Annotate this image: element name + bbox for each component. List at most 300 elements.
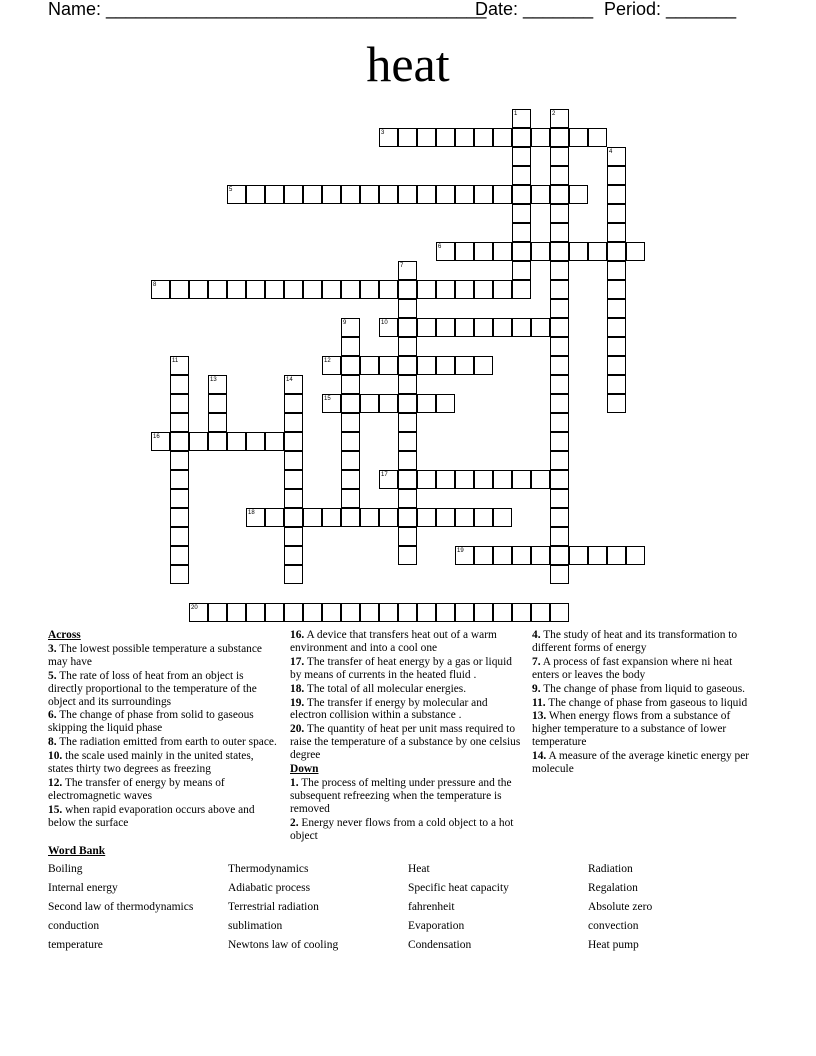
clue-across-3: 3. The lowest possible temperature a substance may have	[48, 642, 262, 668]
crossword-cell[interactable]	[379, 185, 398, 204]
crossword-cell[interactable]	[398, 337, 417, 356]
crossword-cell[interactable]	[588, 128, 607, 147]
crossword-cell[interactable]	[170, 413, 189, 432]
crossword-cell[interactable]	[208, 375, 227, 394]
crossword-cell[interactable]	[284, 375, 303, 394]
crossword-cell[interactable]	[436, 242, 455, 261]
crossword-cell[interactable]	[493, 470, 512, 489]
clue-number-1: 1	[514, 111, 518, 117]
crossword-cell[interactable]	[417, 394, 436, 413]
clue-down-14: 14. A measure of the average kinetic energy per molecule	[532, 750, 750, 776]
crossword-cell[interactable]	[398, 413, 417, 432]
crossword-cell[interactable]	[512, 318, 531, 337]
crossword-cell[interactable]	[455, 470, 474, 489]
crossword-cell[interactable]	[474, 318, 493, 337]
crossword-cell[interactable]	[341, 451, 360, 470]
crossword-cell[interactable]	[455, 128, 474, 147]
clue-across-17: 17. The transfer of heat energy by a gas or liquid by means of currents in the heated fluid .	[290, 655, 512, 681]
crossword-cell[interactable]	[265, 603, 284, 622]
crossword-cell[interactable]	[436, 603, 455, 622]
crossword-cell[interactable]	[455, 508, 474, 527]
crossword-cell[interactable]	[341, 375, 360, 394]
clue-number-8: 8	[153, 282, 157, 288]
clue-number-16: 16	[153, 434, 160, 440]
crossword-cell[interactable]	[417, 185, 436, 204]
crossword-cell[interactable]	[170, 527, 189, 546]
crossword-cell[interactable]	[341, 337, 360, 356]
crossword-cell[interactable]	[322, 394, 341, 413]
word-bank-heading: Word Bank	[48, 845, 106, 857]
crossword-cell[interactable]	[607, 147, 626, 166]
crossword-cell[interactable]	[398, 432, 417, 451]
clue-number-5: 5	[229, 187, 233, 193]
crossword-cell[interactable]	[322, 280, 341, 299]
crossword-cell[interactable]	[170, 394, 189, 413]
crossword-cell[interactable]	[360, 394, 379, 413]
crossword-cell[interactable]	[360, 356, 379, 375]
across-heading: Across	[48, 629, 81, 641]
crossword-cell[interactable]	[550, 508, 569, 527]
crossword-cell[interactable]	[474, 356, 493, 375]
word-bank-item: Evaporation	[408, 919, 465, 932]
word-bank-item: Terrestrial radiation	[228, 900, 319, 913]
crossword-cell[interactable]	[531, 185, 550, 204]
crossword-cell[interactable]	[455, 356, 474, 375]
crossword-cell[interactable]	[607, 223, 626, 242]
clue-number-4: 4	[609, 149, 613, 155]
crossword-cell[interactable]	[550, 546, 569, 565]
crossword-cell[interactable]	[208, 413, 227, 432]
crossword-cell[interactable]	[398, 261, 417, 280]
puzzle-title: heat	[366, 36, 450, 92]
crossword-cell[interactable]	[512, 261, 531, 280]
crossword-cell[interactable]	[398, 375, 417, 394]
crossword-cell[interactable]	[550, 223, 569, 242]
clue-across-6: 6. The change of phase from solid to gaseous skipping the liquid phase	[48, 709, 254, 735]
word-bank-item: temperature	[48, 938, 103, 951]
crossword-cell[interactable]	[512, 546, 531, 565]
word-bank-item: sublimation	[228, 919, 283, 932]
crossword-cell[interactable]	[474, 185, 493, 204]
crossword-cell[interactable]	[550, 565, 569, 584]
crossword-cell[interactable]	[436, 470, 455, 489]
crossword-cell[interactable]	[531, 242, 550, 261]
crossword-cell[interactable]	[550, 489, 569, 508]
crossword-cell[interactable]	[493, 242, 512, 261]
clue-across-10: 10. the scale used mainly in the united states, states thirty two degrees as freezing	[48, 750, 254, 776]
crossword-cell[interactable]	[607, 318, 626, 337]
crossword-cell[interactable]	[379, 356, 398, 375]
crossword-cell[interactable]	[398, 546, 417, 565]
crossword-cell[interactable]	[550, 242, 569, 261]
crossword-cell[interactable]	[512, 128, 531, 147]
clue-number-11: 11	[172, 358, 179, 364]
crossword-cell[interactable]	[341, 280, 360, 299]
crossword-cell[interactable]	[284, 185, 303, 204]
crossword-cell[interactable]	[341, 489, 360, 508]
clue-across-18: 18. The total of all molecular energies.	[290, 682, 467, 695]
crossword-cell[interactable]	[322, 185, 341, 204]
clue-number-3: 3	[381, 130, 385, 136]
crossword-cell[interactable]	[493, 280, 512, 299]
crossword-cell[interactable]	[550, 299, 569, 318]
crossword-cell[interactable]	[474, 128, 493, 147]
crossword-cell[interactable]	[550, 128, 569, 147]
crossword-cell[interactable]	[398, 451, 417, 470]
crossword-cell[interactable]	[379, 470, 398, 489]
crossword-cell[interactable]	[531, 603, 550, 622]
crossword-cell[interactable]	[550, 337, 569, 356]
clue-across-5: 5. The rate of loss of heat from an object is directly proportional to the temperature of the object and its surroundings	[48, 669, 257, 708]
crossword-cell[interactable]	[512, 109, 531, 128]
clues-col-2	[290, 629, 524, 844]
crossword-cell[interactable]	[246, 432, 265, 451]
name-field[interactable]: Name: ______________________________________	[48, 0, 487, 19]
crossword-cell[interactable]	[398, 299, 417, 318]
crossword-cell[interactable]	[379, 280, 398, 299]
word-bank-item: Heat pump	[588, 938, 639, 951]
crossword-cell[interactable]	[436, 185, 455, 204]
crossword-cell[interactable]	[455, 185, 474, 204]
crossword-cell[interactable]	[208, 280, 227, 299]
crossword-cell[interactable]	[284, 394, 303, 413]
clue-number-2: 2	[552, 111, 556, 117]
crossword-cell[interactable]	[398, 470, 417, 489]
crossword-cell[interactable]	[607, 356, 626, 375]
crossword-cell[interactable]	[550, 413, 569, 432]
crossword-cell[interactable]	[284, 432, 303, 451]
crossword-cell[interactable]	[170, 470, 189, 489]
crossword-cell[interactable]	[531, 470, 550, 489]
crossword-cell[interactable]	[607, 280, 626, 299]
crossword-cell[interactable]	[569, 242, 588, 261]
crossword-cell[interactable]	[341, 394, 360, 413]
clue-across-12: 12. The transfer of energy by means of electromagnetic waves	[48, 776, 225, 802]
crossword-cell[interactable]	[170, 489, 189, 508]
crossword-cell[interactable]	[474, 603, 493, 622]
crossword-cell[interactable]	[436, 318, 455, 337]
crossword-cell[interactable]	[512, 166, 531, 185]
clues-col-3	[532, 629, 754, 777]
crossword-cell[interactable]	[341, 508, 360, 527]
crossword-cell[interactable]	[417, 508, 436, 527]
crossword-cell[interactable]	[588, 242, 607, 261]
crossword-cell[interactable]	[360, 603, 379, 622]
clue-down-4: 4. The study of heat and its transformation to different forms of energy	[532, 629, 738, 654]
crossword-cell[interactable]	[151, 280, 170, 299]
crossword-cell[interactable]	[607, 242, 626, 261]
crossword-cell[interactable]	[208, 394, 227, 413]
crossword-cell[interactable]	[436, 280, 455, 299]
crossword-cell[interactable]	[284, 603, 303, 622]
clue-down-11: 11. The change of phase from gaseous to liquid	[532, 696, 748, 709]
crossword-cell[interactable]	[398, 185, 417, 204]
clue-number-20: 20	[191, 605, 198, 611]
crossword-cell[interactable]	[607, 394, 626, 413]
crossword-cell[interactable]	[550, 109, 569, 128]
crossword-cell[interactable]	[208, 432, 227, 451]
crossword-cell[interactable]	[474, 508, 493, 527]
clue-number-10: 10	[381, 320, 388, 326]
crossword-cell[interactable]	[550, 375, 569, 394]
clue-number-14: 14	[286, 377, 293, 383]
crossword-cell[interactable]	[550, 603, 569, 622]
crossword-cell[interactable]	[550, 204, 569, 223]
crossword-cell[interactable]	[170, 451, 189, 470]
crossword-cell[interactable]	[550, 280, 569, 299]
crossword-cell[interactable]	[284, 565, 303, 584]
crossword-cell[interactable]	[360, 280, 379, 299]
crossword-cell[interactable]	[284, 451, 303, 470]
crossword-cell[interactable]	[208, 603, 227, 622]
crossword-cell[interactable]	[512, 185, 531, 204]
clue-down-2: 2. Energy never flows from a cold object to a hot object	[290, 816, 514, 842]
crossword-cell[interactable]	[417, 128, 436, 147]
crossword-cell[interactable]	[284, 470, 303, 489]
word-bank-item: Absolute zero	[588, 900, 653, 913]
crossword-cell[interactable]	[512, 603, 531, 622]
date-field[interactable]: Date: _______	[475, 0, 594, 19]
crossword-cell[interactable]	[607, 166, 626, 185]
crossword-cell[interactable]	[550, 356, 569, 375]
crossword-cell[interactable]	[607, 204, 626, 223]
crossword-cell[interactable]	[265, 185, 284, 204]
crossword-cell[interactable]	[455, 546, 474, 565]
crossword-cell[interactable]	[170, 508, 189, 527]
crossword-cell[interactable]	[398, 356, 417, 375]
crossword-cell[interactable]	[170, 432, 189, 451]
crossword-cell[interactable]	[512, 470, 531, 489]
crossword-cell[interactable]	[379, 318, 398, 337]
crossword-cell[interactable]	[189, 432, 208, 451]
clue-across-16: 16. A device that transfers heat out of a warm environment and into a cool one	[290, 629, 497, 654]
clue-across-19: 19. The transfer if energy by molecular and electron collision within a substance .	[290, 696, 488, 722]
crossword-cell[interactable]	[455, 318, 474, 337]
crossword-cell[interactable]	[227, 432, 246, 451]
word-bank-item: Specific heat capacity	[408, 881, 509, 894]
crossword-cell[interactable]	[246, 603, 265, 622]
clues-col-1	[48, 629, 280, 831]
crossword-cell[interactable]	[322, 356, 341, 375]
crossword-cell[interactable]	[246, 280, 265, 299]
crossword-cell[interactable]	[170, 356, 189, 375]
clue-number-9: 9	[343, 320, 347, 326]
crossword-cell[interactable]	[626, 242, 645, 261]
crossword-cell[interactable]	[588, 546, 607, 565]
crossword-cell[interactable]	[607, 337, 626, 356]
crossword-cell[interactable]	[512, 280, 531, 299]
crossword-cell[interactable]	[398, 394, 417, 413]
crossword-cell[interactable]	[341, 603, 360, 622]
word-bank-item: Internal energy	[48, 881, 118, 894]
crossword-cell[interactable]	[170, 375, 189, 394]
word-bank	[48, 863, 808, 957]
crossword-cell[interactable]	[341, 470, 360, 489]
crossword-cell[interactable]	[607, 299, 626, 318]
clue-number-6: 6	[438, 244, 442, 250]
crossword-cell[interactable]	[512, 204, 531, 223]
clue-across-8: 8. The radiation emitted from earth to outer space.	[48, 736, 277, 749]
crossword-cell[interactable]	[227, 280, 246, 299]
crossword-cell[interactable]	[227, 603, 246, 622]
clue-down-7: 7. A process of fast expansion where ni heat enters or leaves the body	[532, 655, 733, 681]
crossword-cell[interactable]	[550, 147, 569, 166]
crossword-cell[interactable]	[493, 185, 512, 204]
crossword-cell[interactable]	[398, 527, 417, 546]
crossword-cell[interactable]	[341, 432, 360, 451]
down-heading: Down	[290, 763, 319, 776]
crossword-cell[interactable]	[474, 546, 493, 565]
crossword-cell[interactable]	[436, 394, 455, 413]
crossword-cell[interactable]	[550, 432, 569, 451]
crossword-cell[interactable]	[550, 394, 569, 413]
crossword-cell[interactable]	[607, 261, 626, 280]
crossword-cell[interactable]	[436, 356, 455, 375]
word-bank-item: Condensation	[408, 938, 472, 951]
crossword-cell[interactable]	[455, 242, 474, 261]
crossword-cell[interactable]	[569, 185, 588, 204]
crossword-cell[interactable]	[569, 546, 588, 565]
clue-down-13: 13. When energy flows from a substance of higher temperature to a substance of lower temperature	[532, 710, 731, 749]
crossword-cell[interactable]	[379, 128, 398, 147]
crossword-cell[interactable]	[303, 508, 322, 527]
crossword-cell[interactable]	[303, 603, 322, 622]
crossword-cell[interactable]	[455, 280, 474, 299]
crossword-cell[interactable]	[379, 508, 398, 527]
crossword-cell[interactable]	[569, 128, 588, 147]
crossword-cell[interactable]	[493, 546, 512, 565]
clue-number-18: 18	[248, 510, 255, 516]
crossword-cell[interactable]	[550, 261, 569, 280]
word-bank-item: Regalation	[588, 881, 638, 894]
crossword-cell[interactable]	[417, 280, 436, 299]
crossword-cell[interactable]	[493, 128, 512, 147]
clue-number-15: 15	[324, 396, 331, 402]
crossword-cell[interactable]	[284, 280, 303, 299]
crossword-cell[interactable]	[550, 527, 569, 546]
crossword-cell[interactable]	[322, 508, 341, 527]
crossword-cell[interactable]	[607, 375, 626, 394]
clue-number-17: 17	[381, 472, 388, 478]
crossword-cell[interactable]	[398, 508, 417, 527]
crossword-cell[interactable]	[341, 413, 360, 432]
word-bank-item: Second law of thermodynamics	[48, 900, 194, 913]
crossword-cell[interactable]	[512, 223, 531, 242]
crossword-cell[interactable]	[550, 451, 569, 470]
crossword-cell[interactable]	[398, 128, 417, 147]
word-bank-item: Adiabatic process	[228, 881, 311, 894]
word-bank-item: conduction	[48, 919, 100, 932]
crossword-cell[interactable]	[550, 318, 569, 337]
crossword-cell[interactable]	[417, 470, 436, 489]
word-bank-item: fahrenheit	[408, 900, 455, 913]
crossword-cell[interactable]	[417, 318, 436, 337]
crossword-cell[interactable]	[360, 508, 379, 527]
crossword-cell[interactable]	[512, 242, 531, 261]
word-bank-item: convection	[588, 919, 639, 932]
crossword-cell[interactable]	[398, 318, 417, 337]
crossword-cell[interactable]	[360, 185, 379, 204]
crossword-cell[interactable]	[531, 128, 550, 147]
crossword-cell[interactable]	[493, 603, 512, 622]
crossword-cell[interactable]	[170, 565, 189, 584]
crossword-cell[interactable]	[550, 166, 569, 185]
period-field[interactable]: Period: _______	[604, 0, 737, 19]
clue-number-7: 7	[400, 263, 404, 269]
word-bank-item: Newtons law of cooling	[228, 938, 339, 951]
clue-across-20: 20. The quantity of heat per unit mass required to raise the temperature of a substance by one celsius degree	[290, 723, 521, 762]
crossword-cell[interactable]	[474, 242, 493, 261]
crossword-cell[interactable]	[284, 546, 303, 565]
crossword-cell[interactable]	[303, 280, 322, 299]
crossword-cell[interactable]	[284, 527, 303, 546]
crossword-cell[interactable]	[379, 603, 398, 622]
clue-number-12: 12	[324, 358, 331, 364]
crossword-cell[interactable]	[550, 185, 569, 204]
word-bank-item: Boiling	[48, 863, 83, 875]
crossword-cell[interactable]	[341, 318, 360, 337]
crossword-cell[interactable]	[626, 546, 645, 565]
crossword-cell[interactable]	[398, 603, 417, 622]
clue-number-19: 19	[457, 548, 464, 554]
word-bank-item: Radiation	[588, 863, 633, 875]
crossword-cell[interactable]	[322, 603, 341, 622]
crossword-cell[interactable]	[189, 280, 208, 299]
crossword-cell[interactable]	[246, 185, 265, 204]
crossword-cell[interactable]	[436, 508, 455, 527]
crossword-cell[interactable]	[189, 603, 208, 622]
crossword-cell[interactable]	[284, 413, 303, 432]
crossword-cell[interactable]	[550, 470, 569, 489]
crossword-cell[interactable]	[170, 546, 189, 565]
clue-down-1: 1. The process of melting under pressure and the subsequent refreezing when the temperature is removed	[290, 776, 512, 815]
clue-across-15: 15. when rapid evaporation occurs above and below the surface	[48, 803, 255, 829]
word-bank-item: Thermodynamics	[228, 863, 309, 875]
crossword-cell[interactable]	[417, 603, 436, 622]
crossword-cell[interactable]	[379, 394, 398, 413]
crossword-cell[interactable]	[493, 318, 512, 337]
crossword-cell[interactable]	[512, 147, 531, 166]
crossword-cell[interactable]	[455, 603, 474, 622]
clue-number-13: 13	[210, 377, 217, 383]
crossword-cell[interactable]	[246, 508, 265, 527]
crossword-cell[interactable]	[607, 185, 626, 204]
clue-down-9: 9. The change of phase from liquid to gaseous.	[532, 682, 745, 695]
crossword-cell[interactable]	[284, 489, 303, 508]
crossword-cell[interactable]	[531, 546, 550, 565]
crossword-cell[interactable]	[265, 432, 284, 451]
crossword-cell[interactable]	[398, 489, 417, 508]
crossword-cell[interactable]	[417, 356, 436, 375]
crossword-cell[interactable]	[474, 280, 493, 299]
crossword-cell[interactable]	[284, 508, 303, 527]
crossword-cell[interactable]	[341, 356, 360, 375]
crossword-cell[interactable]	[531, 318, 550, 337]
crossword-cell[interactable]	[303, 185, 322, 204]
crossword-cell[interactable]	[265, 280, 284, 299]
crossword-cell[interactable]	[607, 546, 626, 565]
crossword-cell[interactable]	[474, 470, 493, 489]
crossword-cell[interactable]	[341, 185, 360, 204]
crossword-cell[interactable]	[227, 185, 246, 204]
crossword-cell[interactable]	[151, 432, 170, 451]
crossword-cell[interactable]	[493, 508, 512, 527]
crossword-cell[interactable]	[398, 280, 417, 299]
crossword-cell[interactable]	[265, 508, 284, 527]
crossword-cell[interactable]	[436, 128, 455, 147]
word-bank-item: Heat	[408, 863, 430, 875]
crossword-cell[interactable]	[170, 280, 189, 299]
